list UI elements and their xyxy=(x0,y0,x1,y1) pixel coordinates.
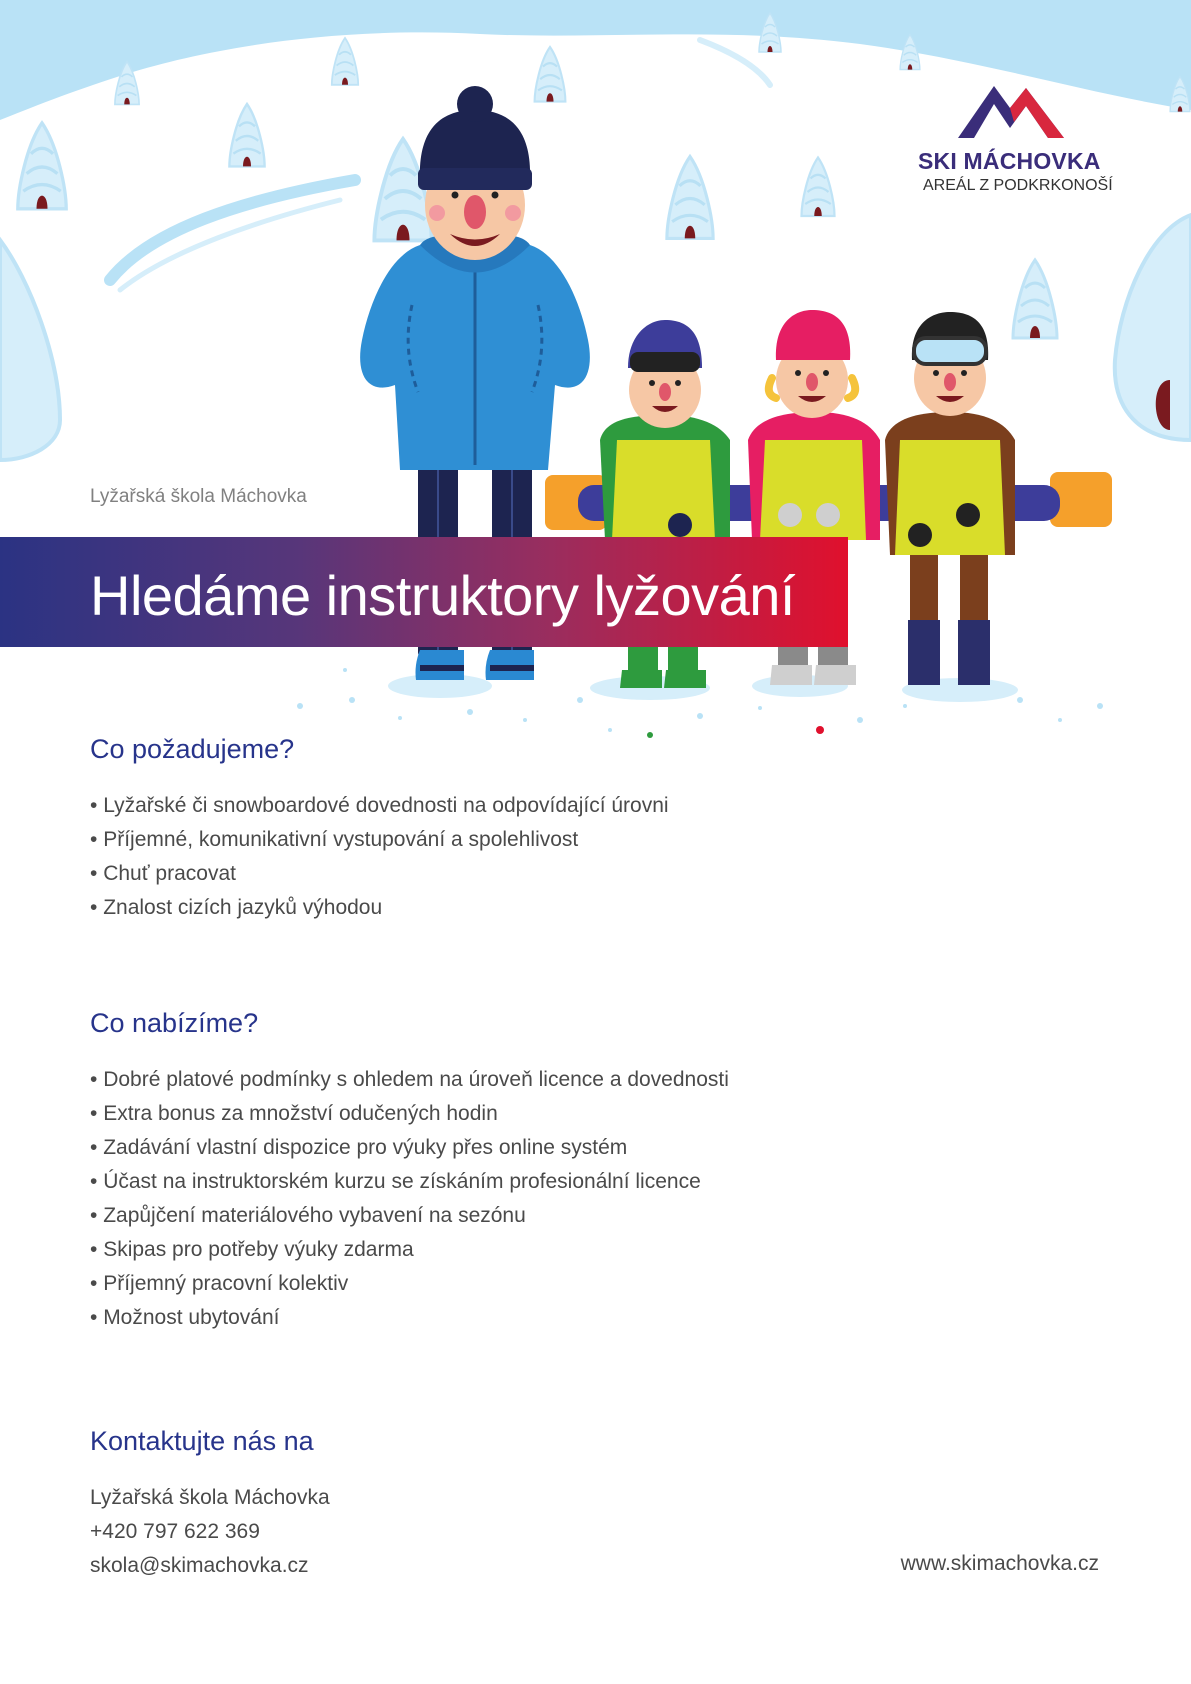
list-item: • Dobré platové podmínky s ohledem na úroveň licence a dovednosti xyxy=(90,1063,990,1097)
child-skier-icon xyxy=(885,312,1015,685)
snowy-tree-icon xyxy=(802,158,835,217)
page-title: Hledáme instruktory lyžování xyxy=(90,564,795,627)
list-item: • Příjemný pracovní kolektiv xyxy=(90,1267,990,1301)
list-item: • Zapůjčení materiálového vybavení na sezónu xyxy=(90,1199,990,1233)
requirements-section xyxy=(90,734,990,925)
snowy-tree-icon xyxy=(1013,260,1057,338)
snowy-tree-icon xyxy=(667,157,713,239)
contact-name: Lyžařská škola Máchovka xyxy=(90,1486,330,1509)
list-item: • Chuť pracovat xyxy=(90,857,990,891)
list-item: • Možnost ubytování xyxy=(90,1301,990,1335)
list-item: • Extra bonus za množství odučených hodin xyxy=(90,1097,990,1131)
brand-subtitle: AREÁL Z PODKRKONOŠÍ xyxy=(923,177,1113,194)
snowy-tree-icon xyxy=(229,104,264,166)
list-item: • Znalost cizích jazyků výhodou xyxy=(90,891,990,925)
brand-name: SKI MÁCHOVKA xyxy=(918,148,1101,174)
school-label: Lyžařská škola Máchovka xyxy=(90,486,307,507)
list-item: • Lyžařské či snowboardové dovednosti na odpovídající úrovni xyxy=(90,789,990,823)
contact-email[interactable]: skola@skimachovka.cz xyxy=(90,1554,309,1577)
list-item: • Účast na instruktorském kurzu se získáním profesionální licence xyxy=(90,1165,990,1199)
contact-heading: Kontaktujte nás na xyxy=(90,1426,314,1456)
offers-list xyxy=(90,1063,990,1335)
contact-section xyxy=(90,1426,990,1583)
contact-phone[interactable]: +420 797 622 369 xyxy=(90,1520,260,1543)
website-link[interactable]: www.skimachovka.cz xyxy=(900,1552,1099,1575)
snowy-tree-icon xyxy=(535,47,566,102)
snowy-tree-icon xyxy=(18,123,66,209)
requirements-heading: Co požadujeme? xyxy=(90,734,295,764)
list-item: • Příjemné, komunikativní vystupování a spolehlivost xyxy=(90,823,990,857)
offers-heading: Co nabízíme? xyxy=(90,1008,259,1038)
snowy-tree-icon xyxy=(332,38,358,85)
mountain-logo-icon xyxy=(956,78,1066,142)
list-item: • Zadávání vlastní dispozice pro výuky přes online systém xyxy=(90,1131,990,1165)
brand-logo xyxy=(918,78,1118,208)
offers-section xyxy=(90,1008,990,1335)
title-banner xyxy=(0,537,848,647)
list-item: • Skipas pro potřeby výuky zdarma xyxy=(90,1233,990,1267)
requirements-list xyxy=(90,789,990,925)
